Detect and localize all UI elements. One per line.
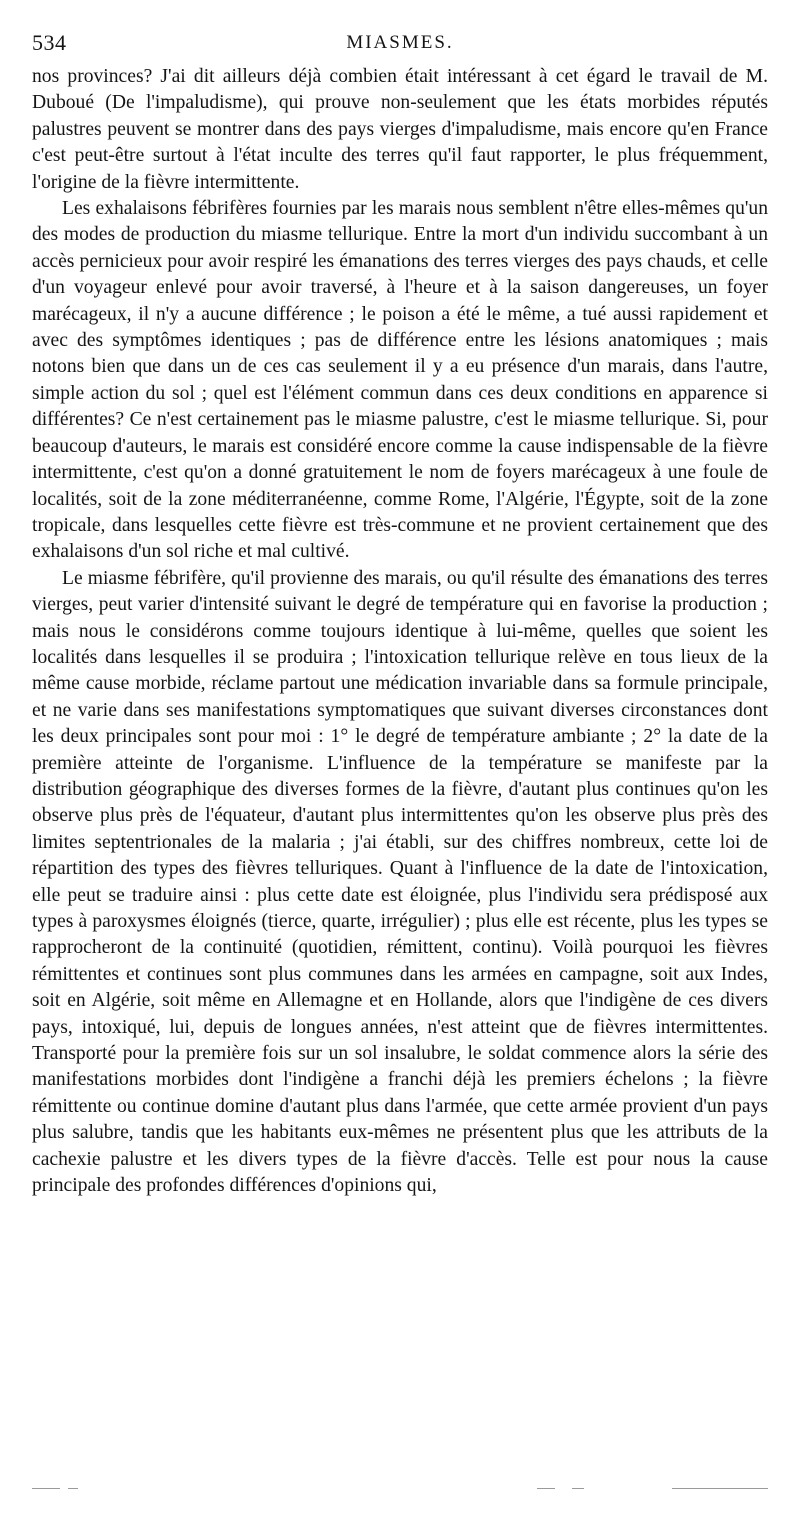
running-title: MIASMES. (346, 32, 454, 53)
page-number: 534 (32, 30, 67, 55)
book-page (32, 30, 768, 1199)
paragraph-2: Les exhalaisons fébrifères fournies par les marais nous semblent n'être elles-mêmes qu'un des modes de production du miasme tellurique. Entre la mort d'un individu succombant à un accès pernicieux pour avoir respiré les émanations des terres vierges des pays chauds, et celle d'un voyageur enlevé pour avoir traversé, à l'heure et à la saison dangereuses, un foyer marécageux, il n'y a aucune différence ; le poison a été le même, a tué aussi rapidement et avec des symptômes identiques ; pas de différence entre les lésions anatomiques ; mais notons bien que dans un de ces cas seulement il y a eu présence d'un marais, dans l'autre, simple action du sol ; quel est l'élément commun dans ces deux conditions en apparence si différentes? Ce n'est certainement pas le miasme palustre, c'est le miasme tellurique. Si, pour beaucoup d'auteurs, le marais est considéré encore comme la cause indispensable de la fièvre intermittente, c'est qu'on a donné gratuitement le nom de foyers marécageux à une foule de localités, soit de la zone méditerranéenne, comme Rome, l'Algérie, l'Égypte, soit de la zone tropicale, dans lesquelles cette fièvre est très-commune et ne provient certainement que des exhalaisons d'un sol riche et mal cultivé. (32, 198, 768, 563)
bottom-scan-marks (32, 1488, 768, 1494)
paragraph-1: nos provinces? J'ai dit ailleurs déjà combien était intéressant à cet égard le travail de M. Duboué (De l'impaludisme), qui prouve non-seulement que les états morbides réputés palustres peuvent se montrer dans des pays vierges d'impaludisme, mais encore qu'en France c'est peut-être surtout à l'état inculte des terres qu'il faut rapporter, le plus fréquemment, l'origine de la fièvre intermittente. (32, 66, 768, 193)
body-text (32, 64, 768, 1199)
paragraph-3: Le miasme fébrifère, qu'il provienne des marais, ou qu'il résulte des émanations des terres vierges, peut varier d'intensité suivant le degré de température qui en favorise la production ; mais nous le considérons comme toujours identique à lui-même, quelles que soient les localités dans lesquelles il se produira ; l'intoxication tellurique relève en tous lieux de la même cause morbide, réclame partout une médication invariable dans sa formule principale, et ne varie dans ses manifestations symptomatiques que suivant diverses circonstances dont les deux principales sont pour moi : 1° le degré de température ambiante ; 2° la date de la première atteinte de l'organisme. L'influence de la température se manifeste par la distribution géographique des diverses formes de la fièvre, d'autant plus continues qu'on les observe plus près de l'équateur, d'autant plus intermittentes qu'on les observe plus près des limites septentrionales de la malaria ; j'ai établi, sur des chiffres nombreux, cette loi de répartition des types des fièvres telluriques. Quant à l'influence de la date de l'intoxication, elle peut se traduire ainsi : plus cette date est éloignée, plus l'individu sera prédisposé aux types à paroxysmes éloignés (tierce, quarte, irrégulier) ; plus elle est récente, plus les types se rapprocheront de la continuité (quotidien, rémittent, continu). Voilà pourquoi les fièvres rémittentes et continues sont plus communes dans les armées en campagne, soit aux Indes, soit en Algérie, soit même en Allemagne et en Hollande, alors que l'indigène de ces divers pays, intoxiqué, lui, depuis de longues années, n'est atteint que de fièvres intermittentes. Transporté pour la première fois sur un sol insalubre, le soldat commence alors la série des manifestations morbides dont l'indigène a franchi déjà les premiers échelons ; la fièvre rémittente ou continue domine d'autant plus dans l'armée, que cette armée provient d'un pays plus salubre, tandis que les habitants eux-mêmes ne présentent plus que les attributs de la cachexie palustre et les divers types de la fièvre d'accès. Telle est pour nous la cause principale des profondes différences d'opinions qui, (32, 567, 768, 1197)
running-head (32, 30, 768, 64)
